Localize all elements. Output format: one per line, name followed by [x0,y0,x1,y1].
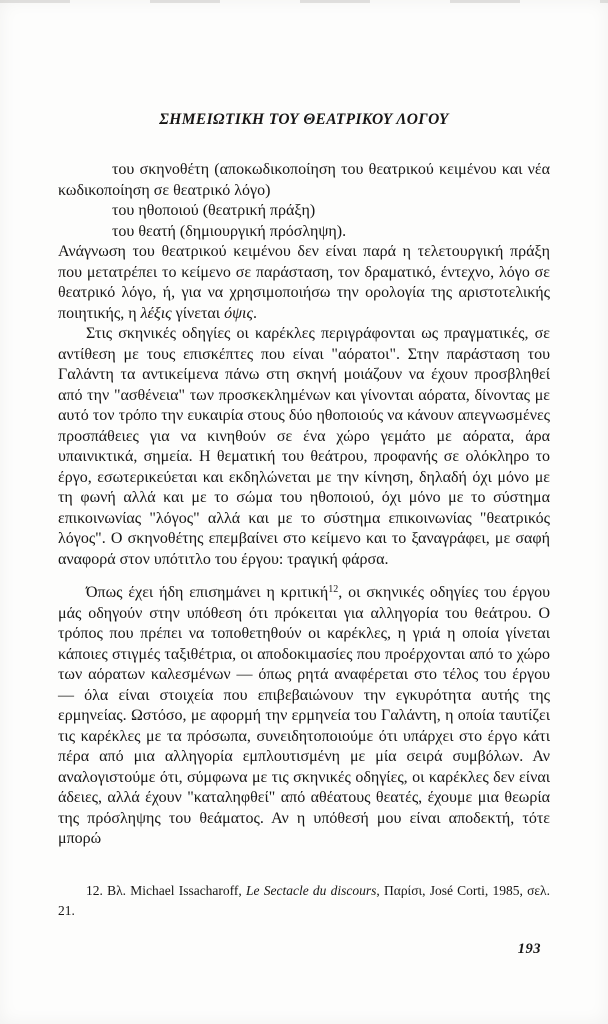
term-lexis: λέξις [140,304,172,322]
list-item-actor: του ηθοποιού (θεατρική πράξη) [112,202,316,219]
list-item-director: του σκηνοθέτη (αποκωδικοποίηση του θεατρικού κειμένου και νέα κωδικοποίηση σε θεατρικό λόγο) [58,161,550,199]
paragraph-reading-text: Ανάγνωση του θεατρικού κειμένου δεν είναι παρά η τελετουργική πράξη που μετατρέπει το κείμενο σε παράσταση, τον δραματικό, έντεχνο, λόγο σε θεατρικό λόγο, ή, για να χρησιμοποιήσω την ορολογία της αριστοτελικής ποιητικής, η [58,243,550,322]
body-text [58,160,550,850]
footnote-reference: 12 [328,584,339,595]
paragraph-critics-text: Όπως έχει ήδη επισημάνει η κριτική [86,584,329,601]
footnote [58,881,550,920]
paragraph-stage-directions: Στις σκηνικές οδηγίες οι καρέκλες περιγράφονται ως πραγματικές, σε αντίθεση με τους επισκέπτες που είναι "αόρατοι". Στην παράσταση του Γαλάντη τα αντικείμενα πάνω στη σκηνή μοιάζουν να έχουν προσβληθεί από την "ασθένεια" των προσκεκλημένων και γίνονται αόρατα, δίνοντας με αυτό τον τρόπο την ευκαιρία στους δύο ηθοποιούς να κάνουν απεγνωσμένες προσπάθειες για να κινηθούν σε ένα χώρο γεμάτο με αόρατα, άρα υπαινικτικά, σημεία. Η θεματική του θεάτρου, προφανής σε ολόκληρο το έργο, εσωτερικεύεται και εκδηλώνεται με την κίνηση, δηλαδή όχι μόνο με τη φωνή αλλά και με το σώμα του ηθοποιού, όχι μόνο με το σύστημα επικοινωνίας "λόγος" αλλά και με το σύστημα επικοινωνίας "θεατρικός λόγος". Ο σκηνοθέτης επεμβαίνει στο κείμενο και το ξαναγράφει, με σαφή αναφορά στον υπότιτλο του έργου: τραγική φάρσα. [58,325,550,568]
paragraph-critics-text: , οι σκηνικές οδηγίες του έργου μάς οδηγούν στην υπόθεση ότι πρόκειται για αλληγορία του θεάτρου. Ο τρόπος που πρέπει να τοποθετηθούν οι καρέκλες, η γριά η οποία γίνεται κάποιες στιγμές ταξιθέτρια, οι αποδοκιμασίες που προέρχονται από το χώρο των αόρατων καλεσμένων — όπως ρητά αναφέρεται στο τέλος του έργου — όλα είναι στοιχεία που επιβεβαιώνουν την εγκυρότητα αυτής της ερμηνείας. Ωστόσο, με αφορμή την ερμηνεία του Γαλάντη, η οποία ταυτίζει τις καρέκλες με τα πρόσωπα, συνειδητοποιούμε ότι υπάρχει στο έργο κάτι πέρα από μια αλληγορία εμπλουτισμένη με μία σειρά συμβόλων. Αν αναλογιστούμε ότι, σύμφωνα με τις σκηνικές οδηγίες, οι καρέκλες δεν είναι άδειες, αλλά έχουν "καταληφθεί" από αθέατους θεατές, έχουμε μια θεωρία της πρόσληψης του θεάματος. Αν η υπόθεσή μου είναι αποδεκτή, τότε μπορώ [58,584,550,847]
text-block [58,110,550,850]
term-opsis: όψις [224,304,253,322]
scan-artifact-top-edge [0,0,608,3]
footnote-text: , Παρίσι, José Corti, 1985, σελ. 21. [58,883,550,918]
paragraph-critics [58,583,550,850]
footnote-text: 12. Βλ. Michael Issacharoff, [86,883,247,898]
page-title: ΣΗΜΕΙΩΤΙΚΗ ΤΟΥ ΘΕΑΤΡΙΚΟΥ ΛΟΓΟΥ [159,111,449,128]
paragraph-reading-text: . [252,304,257,322]
page-number: 193 [517,941,541,957]
footnote-book-title: Le Sectacle du discours [246,883,377,898]
list-item-spectator: του θεατή (δημιουργική πρόσληψη). [112,222,347,240]
paragraph-reading [58,242,550,324]
paragraph-reading-text: γίνεται [171,304,225,322]
